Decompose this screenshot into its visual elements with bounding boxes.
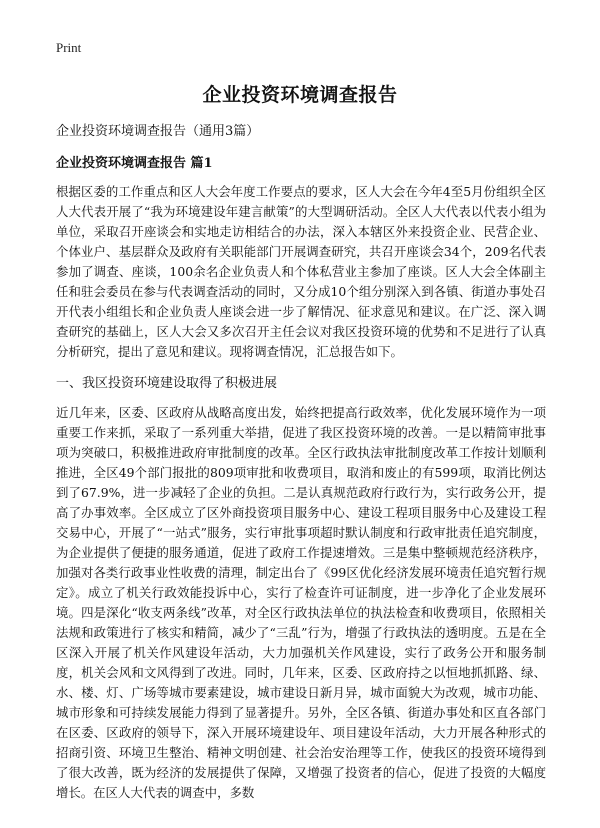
paragraph-intro: 根据区委的工作重点和区人大会年度工作要点的要求，区人大会在今年4至5月份组织全区人大代表开展了“我为环境建设年建言献策”的大型调研活动。全区人大代表以代表小组为单位，采取召开座谈会和实地走访相结合的办法，深入本辖区外来投资企业、民营企业、个体业户、基层群众及政府有关职能部门开展调查研究，共召开座谈会34个，209名代表参加了调查、座谈，100余名企业负责人和个体私营业主参加了座谈。区人大会全体副主任和驻会委员在参与代表调查活动的同时，又分成10个组分别深入到各镇、街道办事处召开代表小组组长和企业负责人座谈会进一步了解情况、征求意见和建议。在广泛、深入调查研究的基础上，区人大会又多次召开主任会议对我区投资环境的优势和不足进行了认真分析研究，提出了意见和建议。现将调查情况，汇总报告如下。 — [56, 184, 546, 359]
paragraph-progress: 近几年来，区委、区政府从战略高度出发，始终把提高行政效率，优化发展环境作为一项重要工作来抓，采取了一系列重大举措，促进了我区投资环境的改善。一是以精简审批事项为突破口，积极推进政府审批制度的改革。全区行政执法审批制度改革工作按计划顺利推进，全区49个部门报批的809项审批和收费项目，取消和废止的有599项，取消比例达到了67.9%，进一步减轻了企业的负担。二是认真规范政府行政行为，实行政务公开，提高了办事效率。全区成立了区外商投资项目服务中心、建设工程项目服务中心及建设工程交易中心，开展了“一站式”服务，实行审批事项超时默认制度和行政审批责任追究制度，为企业提供了便捷的服务通道，促进了政府工作提速增效。三是集中整顿规范经济秩序，加强对各类行政事业性收费的清理，制定出台了《99区优化经济发展环境责任追究暂行规定》。成立了机关行政效能投诉中心，实行了检查许可证制度，进一步净化了企业发展环境。四是深化“收支两条线”改革，对全区行政执法单位的执法检查和收费项目，依照相关法规和政策进行了核实和精简，减少了“三乱”行为，增强了行政执法的透明度。五是在全区深入开展了机关作风建设年活动，大力加强机关作风建设，实行了政务公开和服务制度，机关会风和文风得到了改进。同时，几年来，区委、区政府持之以恒地抓抓路、绿、水、楼、灯、广场等城市要素建设，城市建设日新月异，城市面貌大为改观，城市功能、城市形象和可持续发展能力得到了显著提升。另外，全区各镇、街道办事处和区直各部门在区委、区政府的领导下，深入开展环境建设年、项目建设年活动，大力开展各种形式的招商引资、环境卫生整治、精神文明创建、社会治安治理等工作，使我区的投资环境得到了很大改善，既为经济的发展提供了保障，又增强了投资者的信心，促进了投资的大幅度增长。在区人大代表的调查中，多数 — [56, 405, 546, 800]
print-link[interactable]: Print — [56, 40, 82, 55]
section-heading: 企业投资环境调查报告 篇1 — [56, 156, 213, 171]
page-title: 企业投资环境调查报告 — [202, 84, 398, 106]
subsection-heading: 一、我区投资环境建设取得了积极进展 — [56, 376, 278, 391]
document-subtitle: 企业投资环境调查报告（通用3篇） — [56, 124, 260, 139]
